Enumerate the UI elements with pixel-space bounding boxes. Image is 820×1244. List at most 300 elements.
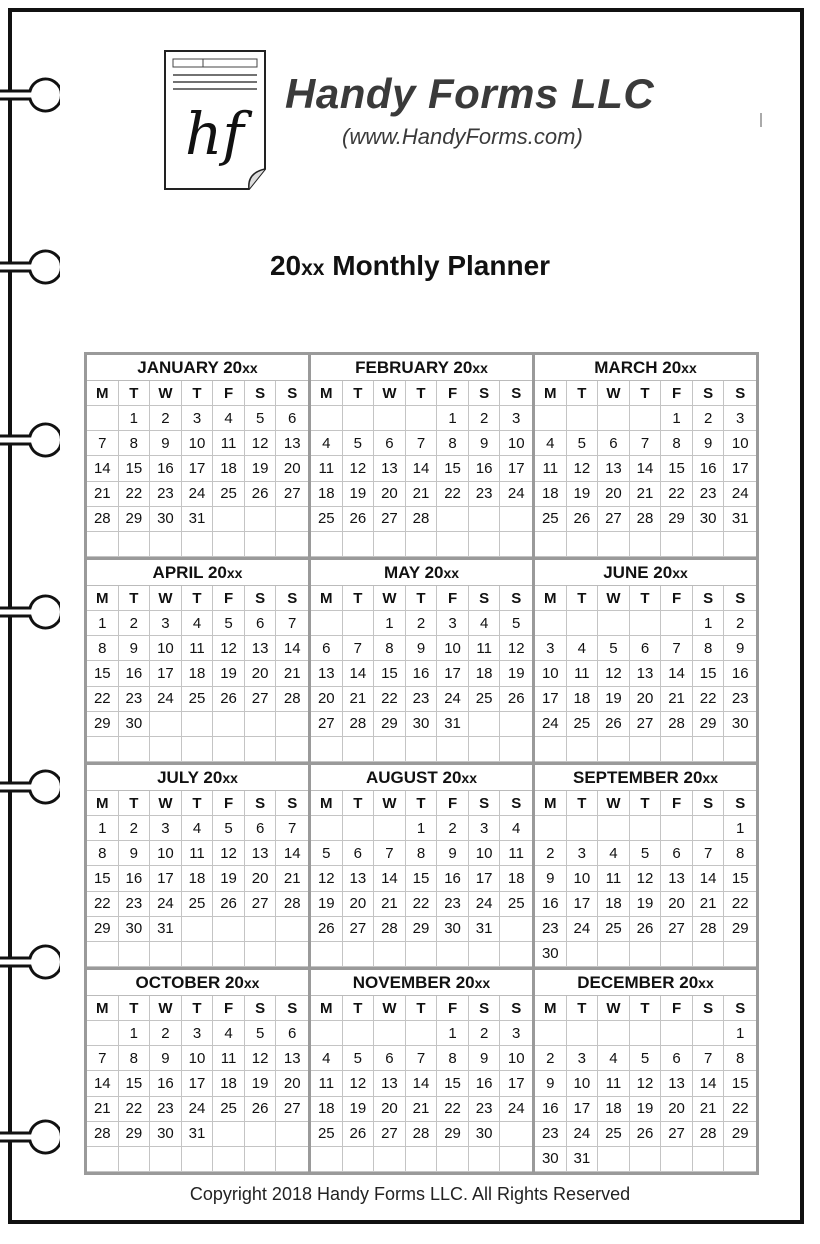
empty-day-cell [437,507,469,532]
weekday-header: W [150,791,182,816]
day-cell: 18 [598,1097,630,1122]
empty-day-cell [630,611,662,636]
day-cell: 26 [598,712,630,737]
day-cell: 6 [343,841,375,866]
month-days [311,586,532,762]
day-cell: 4 [535,431,567,456]
empty-day-cell [343,532,375,557]
month-block [87,765,308,967]
empty-day-cell [724,532,756,557]
day-cell: 14 [276,636,308,661]
empty-day-cell [598,1021,630,1046]
day-cell: 4 [567,636,599,661]
weekday-header: S [500,791,532,816]
company-logo [163,49,267,191]
day-cell: 28 [693,1122,725,1147]
weekday-header: M [535,996,567,1021]
empty-day-cell [500,942,532,967]
day-cell: 21 [661,687,693,712]
day-cell: 20 [245,661,277,686]
weekday-header: S [693,791,725,816]
empty-day-cell [119,942,151,967]
day-cell: 25 [500,892,532,917]
day-cell: 28 [87,507,119,532]
day-cell: 24 [437,687,469,712]
day-cell: 27 [374,1122,406,1147]
day-cell: 23 [150,1097,182,1122]
empty-day-cell [693,532,725,557]
weekday-header: S [276,586,308,611]
day-cell: 16 [150,456,182,481]
day-cell: 2 [119,611,151,636]
weekday-header: W [374,586,406,611]
day-cell: 14 [276,841,308,866]
empty-day-cell [724,737,756,762]
day-cell: 8 [119,431,151,456]
day-cell: 5 [311,841,343,866]
day-cell: 25 [213,1097,245,1122]
day-cell: 1 [661,406,693,431]
day-cell: 9 [535,1071,567,1096]
day-cell: 3 [567,1046,599,1071]
day-cell: 18 [500,866,532,891]
empty-day-cell [213,712,245,737]
month-name: MARCH 20 [594,358,682,377]
empty-day-cell [182,532,214,557]
day-cell: 8 [374,636,406,661]
weekday-header: W [374,791,406,816]
day-cell: 8 [87,636,119,661]
empty-day-cell [87,532,119,557]
day-cell: 6 [598,431,630,456]
empty-day-cell [567,611,599,636]
copyright-text: Copyright 2018 Handy Forms LLC. All Rights Reserved [189,1184,631,1204]
day-cell: 13 [311,661,343,686]
day-cell: 16 [437,866,469,891]
day-cell: 13 [276,431,308,456]
empty-day-cell [630,942,662,967]
day-cell: 2 [119,816,151,841]
day-cell: 7 [693,1046,725,1071]
day-cell: 30 [119,917,151,942]
weekday-header: S [469,381,501,406]
empty-day-cell [661,1147,693,1172]
day-cell: 15 [724,1071,756,1096]
day-cell: 19 [245,1071,277,1096]
day-cell: 2 [150,406,182,431]
empty-day-cell [598,406,630,431]
day-cell: 20 [374,1097,406,1122]
month-year-suffix: xx [243,975,260,991]
weekday-header: W [598,791,630,816]
empty-day-cell [245,1147,277,1172]
empty-day-cell [406,406,438,431]
day-cell: 12 [213,841,245,866]
weekday-header: W [598,586,630,611]
weekday-header: S [245,381,277,406]
day-cell: 25 [182,892,214,917]
empty-day-cell [406,1147,438,1172]
day-cell: 20 [630,687,662,712]
day-cell: 21 [87,1097,119,1122]
month-title [87,765,308,791]
empty-day-cell [311,1147,343,1172]
day-cell: 11 [182,841,214,866]
empty-day-cell [276,532,308,557]
day-cell: 20 [276,456,308,481]
day-cell: 21 [276,661,308,686]
month-days [535,381,756,557]
empty-day-cell [343,1021,375,1046]
empty-day-cell [150,942,182,967]
weekday-header: S [500,381,532,406]
empty-day-cell [500,917,532,942]
day-cell: 14 [374,866,406,891]
day-cell: 3 [182,406,214,431]
day-cell: 12 [343,1071,375,1096]
weekday-header: T [406,381,438,406]
day-cell: 4 [500,816,532,841]
day-cell: 14 [630,456,662,481]
month-title [87,560,308,586]
empty-day-cell [406,942,438,967]
empty-day-cell [661,611,693,636]
day-cell: 17 [150,866,182,891]
empty-day-cell [374,942,406,967]
day-cell: 23 [469,482,501,507]
day-cell: 2 [535,1046,567,1071]
day-cell: 19 [500,661,532,686]
day-cell: 8 [87,841,119,866]
day-cell: 12 [500,636,532,661]
day-cell: 9 [469,1046,501,1071]
weekday-header: W [374,996,406,1021]
day-cell: 4 [598,841,630,866]
empty-day-cell [500,1122,532,1147]
day-cell: 7 [406,1046,438,1071]
day-cell: 30 [119,712,151,737]
day-cell: 22 [693,687,725,712]
month-year-suffix: xx [672,565,688,581]
empty-day-cell [374,1021,406,1046]
day-cell: 6 [374,1046,406,1071]
empty-day-cell [406,737,438,762]
day-cell: 12 [311,866,343,891]
day-cell: 23 [693,482,725,507]
day-cell: 25 [598,917,630,942]
day-cell: 19 [213,661,245,686]
day-cell: 29 [406,917,438,942]
day-cell: 1 [724,816,756,841]
day-cell: 15 [119,456,151,481]
empty-day-cell [343,611,375,636]
empty-day-cell [630,406,662,431]
empty-day-cell [276,1147,308,1172]
day-cell: 10 [535,661,567,686]
weekday-header: S [245,791,277,816]
month-year-suffix: xx [226,565,243,581]
empty-day-cell [245,942,277,967]
empty-day-cell [182,1147,214,1172]
month-days [311,996,532,1172]
weekday-header: F [661,996,693,1021]
empty-day-cell [276,737,308,762]
day-cell: 25 [311,507,343,532]
day-cell: 7 [87,431,119,456]
weekday-header: T [630,791,662,816]
empty-day-cell [311,406,343,431]
month-name: NOVEMBER 20 [352,973,475,992]
day-cell: 29 [119,1122,151,1147]
day-cell: 11 [213,431,245,456]
day-cell: 30 [693,507,725,532]
day-cell: 5 [245,406,277,431]
day-cell: 9 [150,1046,182,1071]
empty-day-cell [311,611,343,636]
month-block [311,560,532,762]
day-cell: 30 [150,1122,182,1147]
month-year-suffix: xx [461,770,477,786]
day-cell: 26 [245,482,277,507]
empty-day-cell [343,406,375,431]
day-cell: 10 [567,866,599,891]
weekday-header: T [567,381,599,406]
day-cell: 29 [661,507,693,532]
day-cell: 28 [406,1122,438,1147]
day-cell: 16 [469,456,501,481]
day-cell: 5 [500,611,532,636]
empty-day-cell [374,816,406,841]
day-cell: 7 [343,636,375,661]
weekday-header: M [311,791,343,816]
empty-day-cell [500,712,532,737]
day-cell: 5 [213,816,245,841]
empty-day-cell [661,737,693,762]
day-cell: 11 [311,456,343,481]
day-cell: 21 [630,482,662,507]
day-cell: 5 [213,611,245,636]
month-block [535,970,756,1172]
weekday-header: S [693,381,725,406]
day-cell: 8 [661,431,693,456]
day-cell: 7 [630,431,662,456]
day-cell: 27 [374,507,406,532]
empty-day-cell [276,917,308,942]
day-cell: 26 [567,507,599,532]
day-cell: 31 [150,917,182,942]
day-cell: 15 [374,661,406,686]
day-cell: 17 [437,661,469,686]
day-cell: 18 [213,1071,245,1096]
empty-day-cell [245,507,277,532]
day-cell: 12 [343,456,375,481]
day-cell: 24 [182,482,214,507]
weekday-header: T [182,791,214,816]
empty-day-cell [311,942,343,967]
empty-day-cell [469,737,501,762]
month-title [311,355,532,381]
weekday-header: S [245,996,277,1021]
day-cell: 25 [311,1122,343,1147]
day-cell: 17 [150,661,182,686]
day-cell: 19 [213,866,245,891]
month-name: FEBRUARY 20 [355,358,473,377]
weekday-header: T [406,996,438,1021]
day-cell: 22 [724,892,756,917]
day-cell: 15 [87,661,119,686]
month-days [311,791,532,967]
empty-day-cell [276,942,308,967]
day-cell: 6 [276,406,308,431]
empty-day-cell [500,532,532,557]
day-cell: 6 [311,636,343,661]
month-title [311,765,532,791]
empty-day-cell [150,532,182,557]
day-cell: 10 [150,841,182,866]
day-cell: 22 [374,687,406,712]
month-name: APRIL 20 [152,563,227,582]
day-cell: 1 [437,406,469,431]
empty-day-cell [500,737,532,762]
calendar-grid [84,352,759,1175]
day-cell: 24 [469,892,501,917]
empty-day-cell [693,1147,725,1172]
month-name: AUGUST 20 [366,768,462,787]
day-cell: 24 [182,1097,214,1122]
day-cell: 16 [469,1071,501,1096]
weekday-header: S [693,586,725,611]
day-cell: 4 [598,1046,630,1071]
day-cell: 31 [724,507,756,532]
month-title [311,970,532,996]
empty-day-cell [150,712,182,737]
day-cell: 1 [406,816,438,841]
day-cell: 2 [406,611,438,636]
weekday-header: W [374,381,406,406]
day-cell: 7 [693,841,725,866]
day-cell: 27 [245,892,277,917]
day-cell: 27 [276,1097,308,1122]
day-cell: 21 [693,892,725,917]
day-cell: 25 [567,712,599,737]
day-cell: 15 [406,866,438,891]
day-cell: 14 [661,661,693,686]
day-cell: 5 [343,1046,375,1071]
empty-day-cell [406,532,438,557]
empty-day-cell [213,1122,245,1147]
weekday-header: F [213,996,245,1021]
weekday-header: F [213,791,245,816]
day-cell: 18 [535,482,567,507]
day-cell: 26 [343,1122,375,1147]
day-cell: 24 [567,917,599,942]
day-cell: 4 [213,1021,245,1046]
day-cell: 12 [245,431,277,456]
empty-day-cell [87,406,119,431]
day-cell: 16 [119,866,151,891]
empty-day-cell [245,532,277,557]
weekday-header: S [469,791,501,816]
day-cell: 13 [343,866,375,891]
day-cell: 26 [500,687,532,712]
day-cell: 26 [245,1097,277,1122]
weekday-header: T [119,791,151,816]
day-cell: 18 [469,661,501,686]
day-cell: 22 [661,482,693,507]
month-year-suffix: xx [242,360,258,376]
empty-day-cell [374,737,406,762]
day-cell: 20 [276,1071,308,1096]
month-days [311,381,532,557]
empty-day-cell [693,1021,725,1046]
month-days [87,381,308,557]
day-cell: 6 [630,636,662,661]
day-cell: 3 [500,1021,532,1046]
empty-day-cell [374,1147,406,1172]
empty-day-cell [437,1147,469,1172]
day-cell: 23 [535,1122,567,1147]
weekday-header: T [630,381,662,406]
day-cell: 3 [150,611,182,636]
month-year-suffix: xx [222,770,238,786]
empty-day-cell [500,507,532,532]
weekday-header: F [213,381,245,406]
weekday-header: T [567,586,599,611]
day-cell: 29 [87,712,119,737]
day-cell: 10 [500,1046,532,1071]
month-days [87,791,308,967]
empty-day-cell [437,737,469,762]
empty-day-cell [567,816,599,841]
weekday-header: M [311,586,343,611]
weekday-header: M [87,791,119,816]
day-cell: 20 [598,482,630,507]
day-cell: 12 [630,1071,662,1096]
month-block [535,560,756,762]
day-cell: 5 [245,1021,277,1046]
month-block [311,765,532,967]
empty-day-cell [535,406,567,431]
day-cell: 1 [374,611,406,636]
empty-day-cell [311,816,343,841]
month-block [311,970,532,1172]
day-cell: 11 [182,636,214,661]
day-cell: 19 [598,687,630,712]
day-cell: 1 [119,1021,151,1046]
day-cell: 2 [693,406,725,431]
weekday-header: M [87,381,119,406]
day-cell: 18 [182,866,214,891]
day-cell: 3 [469,816,501,841]
month-days [87,996,308,1172]
empty-day-cell [87,737,119,762]
day-cell: 3 [724,406,756,431]
day-cell: 31 [182,1122,214,1147]
day-cell: 10 [469,841,501,866]
day-cell: 14 [87,1071,119,1096]
day-cell: 9 [693,431,725,456]
empty-day-cell [724,1147,756,1172]
day-cell: 28 [693,917,725,942]
day-cell: 27 [598,507,630,532]
day-cell: 28 [276,892,308,917]
day-cell: 2 [469,406,501,431]
empty-day-cell [87,1147,119,1172]
empty-day-cell [374,406,406,431]
day-cell: 9 [406,636,438,661]
weekday-header: F [437,791,469,816]
empty-day-cell [437,532,469,557]
